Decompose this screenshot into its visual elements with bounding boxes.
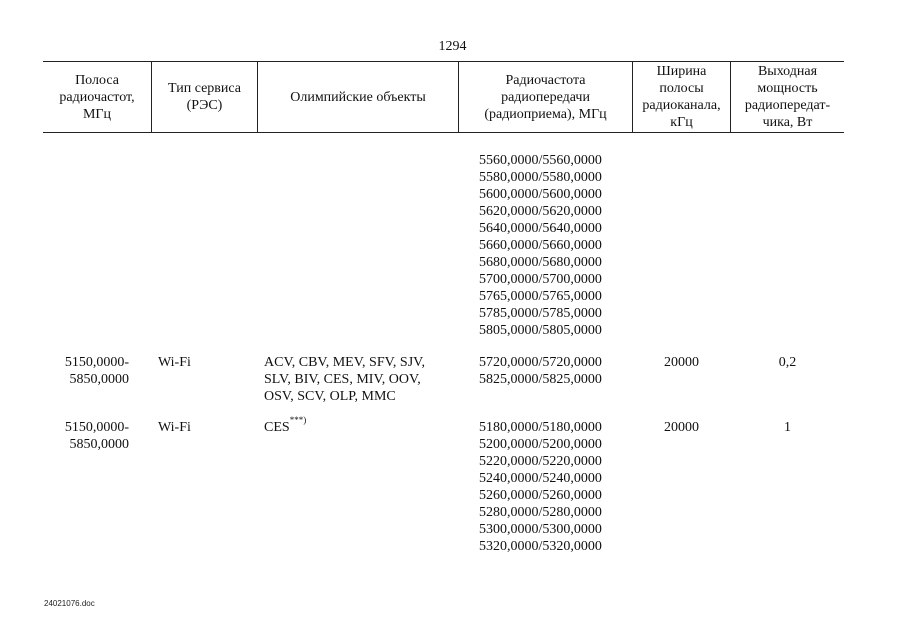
frequency-value: 5785,0000/5785,0000 [479,306,602,321]
header-line: Тип сервиса [168,81,241,96]
table-row-band [43,354,129,388]
footnote-marker: ***) [289,415,307,426]
frequency-value: 5220,0000/5220,0000 [479,454,602,469]
table-row-power: 1 [784,420,791,435]
table-row-service: Wi-Fi [158,420,191,435]
header-line: чика, Вт [762,115,813,130]
band-line: 5850,0000 [69,437,129,452]
table-row-bandwidth: 20000 [664,355,699,370]
objects-line: SLV, BIV, CES, MIV, OOV, [264,372,421,387]
frequency-value: 5280,0000/5280,0000 [479,505,602,520]
header-line: мощность [757,81,818,96]
objects-line: OSV, SCV, OLP, MMC [264,389,396,404]
band-line: 5850,0000 [69,372,129,387]
table-row-bandwidth: 20000 [664,420,699,435]
header-line: (радиоприема), МГц [484,106,607,122]
frequency-value: 5805,0000/5805,0000 [479,323,602,338]
frequency-value: 5825,0000/5825,0000 [479,372,602,387]
table-row-objects [264,415,307,436]
table-row-frequencies [479,152,602,339]
header-line: радиочастот, [59,89,135,105]
header-power [731,61,844,133]
header-line: Выходная [757,64,818,79]
frequency-value: 5300,0000/5300,0000 [479,522,602,537]
header-line: МГц [82,106,112,122]
frequency-value: 5620,0000/5620,0000 [479,204,602,219]
table-row-objects [264,354,425,405]
band-line: 5150,0000- [64,420,129,435]
header-line: радиопередат- [744,98,831,113]
frequency-value: 5240,0000/5240,0000 [479,471,602,486]
frequency-value: 5560,0000/5560,0000 [479,153,602,168]
table-row-band [43,419,129,453]
header-line: радиоканала, [642,98,721,113]
table-row-frequencies [479,354,602,388]
frequency-value: 5180,0000/5180,0000 [479,420,602,435]
table-row-power: 0,2 [778,355,797,370]
frequency-value: 5660,0000/5660,0000 [479,238,602,253]
header-line: полосы [659,81,704,96]
header-line: Ширина [656,64,707,79]
frequency-value: 5580,0000/5580,0000 [479,170,602,185]
frequency-value: 5200,0000/5200,0000 [479,437,602,452]
header-frequency [459,61,632,133]
band-line: 5150,0000- [64,355,129,370]
header-band [43,61,151,133]
objects-line: CES [264,420,290,435]
frequency-value: 5600,0000/5600,0000 [479,187,602,202]
frequency-value: 5720,0000/5720,0000 [479,355,602,370]
header-objects [258,61,458,133]
header-bandwidth [633,61,730,133]
footer-filename: 24021076.doc [44,599,95,608]
header-line: (РЭС) [186,98,223,113]
header-line: радиопередачи [501,89,590,105]
header-service [152,61,257,133]
frequency-value: 5680,0000/5680,0000 [479,255,602,270]
frequency-value: 5260,0000/5260,0000 [479,488,602,503]
header-line: Олимпийские объекты [290,89,426,105]
frequency-value: 5320,0000/5320,0000 [479,539,602,554]
objects-line: ACV, CBV, MEV, SFV, SJV, [264,355,425,370]
frequency-value: 5700,0000/5700,0000 [479,272,602,287]
table-row-frequencies [479,419,602,555]
table-row-service: Wi-Fi [158,355,191,370]
page-number: 1294 [438,39,467,54]
frequency-value: 5765,0000/5765,0000 [479,289,602,304]
header-line: Радиочастота [505,72,586,88]
frequency-value: 5640,0000/5640,0000 [479,221,602,236]
header-line: кГц [670,115,693,130]
header-line: Полоса [75,72,119,88]
